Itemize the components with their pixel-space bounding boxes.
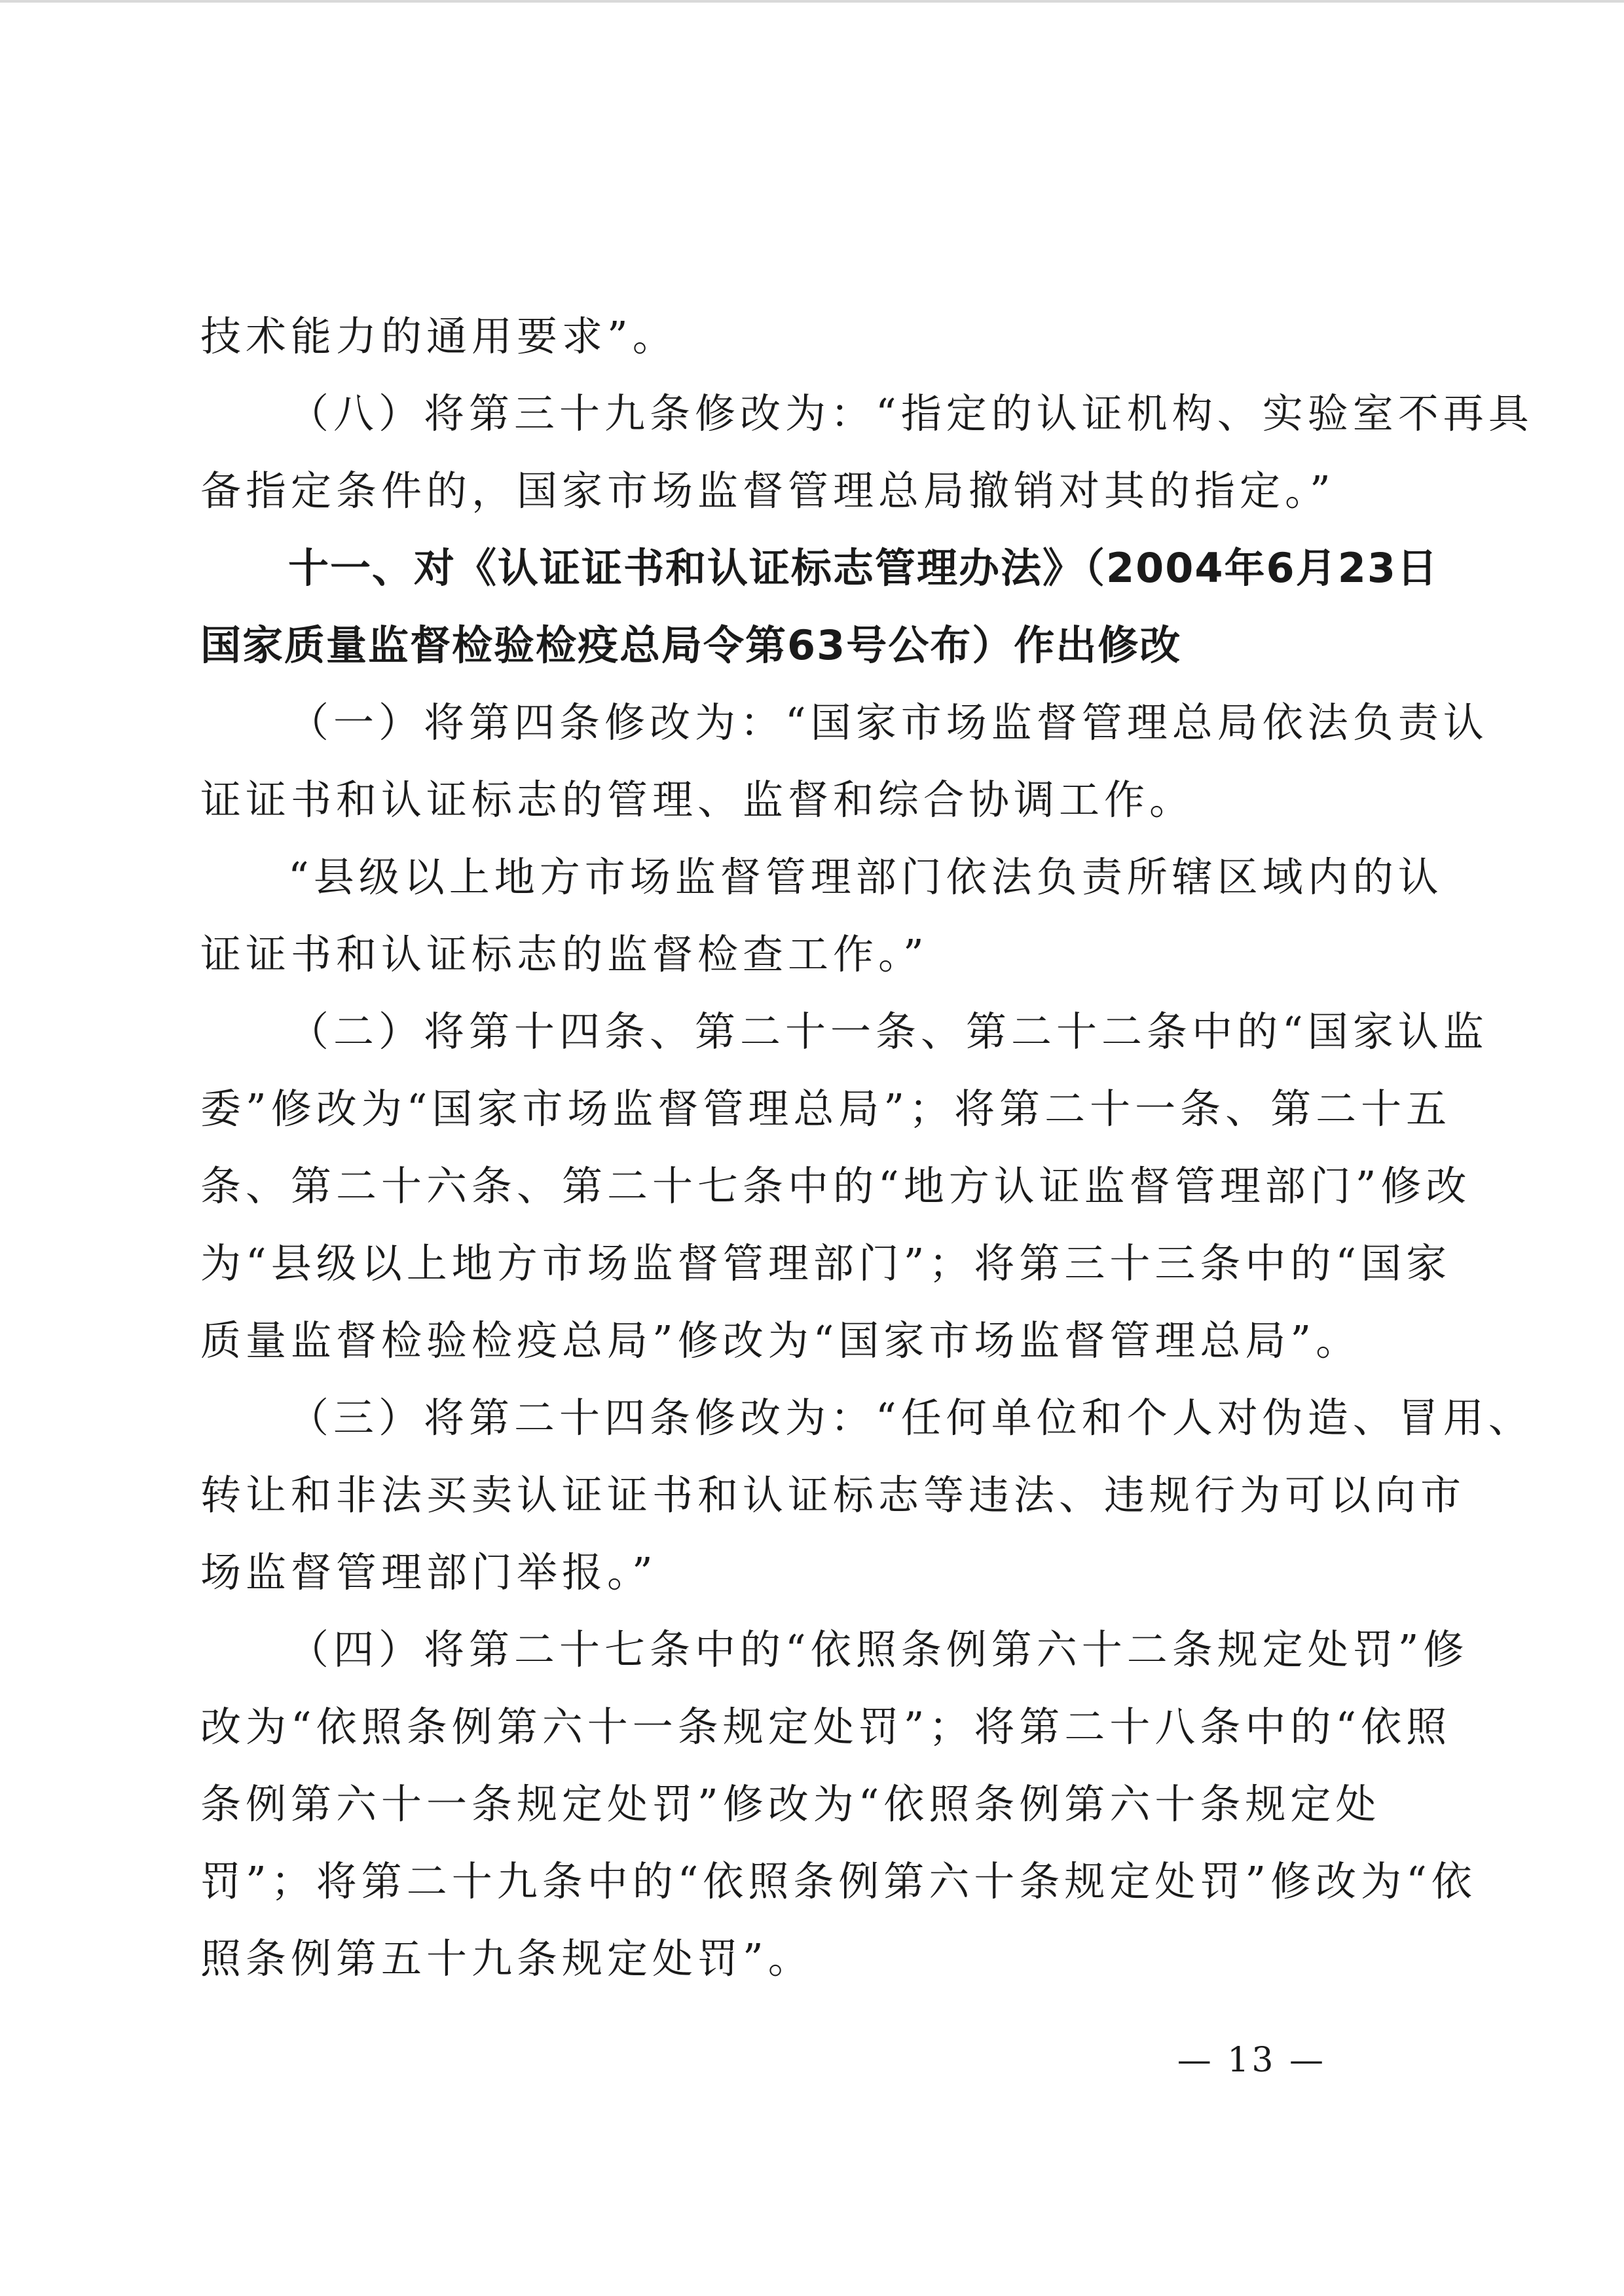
paragraph-line: 证证书和认证标志的监督检查工作。” [200,930,929,978]
paragraph-line: （一）将第四条修改为：“国家市场监督管理总局依法负责认 [288,699,1488,746]
paragraph-line: 条例第六十一条规定处罚”修改为“依照条例第六十条规定处 [200,1780,1381,1828]
paragraph-line: 质量监督检验检疫总局”修改为“国家市场监督管理总局”。 [200,1317,1361,1364]
paragraph-line: 照条例第五十九条规定处罚”。 [200,1935,813,1982]
paragraph-line: 转让和非法买卖认证证书和认证标志等违法、违规行为可以向市 [200,1471,1466,1519]
paragraph-line: 改为“依照条例第六十一条规定处罚”；将第二十八条中的“依照 [200,1703,1452,1751]
paragraph-line: （八）将第三十九条修改为：“指定的认证机构、实验室不再具 [288,390,1534,437]
scan-edge-rule [0,0,1624,3]
section-heading-line: 国家质量监督检验检疫总局令第63号公布）作出修改 [200,621,1182,669]
paragraph-line: 备指定条件的，国家市场监督管理总局撤销对其的指定。” [200,467,1335,515]
paragraph-line: 为“县级以上地方市场监督管理部门”；将第三十三条中的“国家 [200,1239,1452,1287]
paragraph-line: 技术能力的通用要求”。 [200,312,678,360]
paragraph-line: 条、第二十六条、第二十七条中的“地方认证监督管理部门”修改 [200,1162,1471,1210]
page-number: — 13 — [1177,2041,1326,2080]
paragraph-line: 场监督管理部门举报。” [200,1548,657,1596]
section-heading-line: 十一、对《认证证书和认证标志管理办法》（2004年6月23日 [288,544,1439,592]
paragraph-line: （二）将第十四条、第二十一条、第二十二条中的“国家认监 [288,1008,1488,1055]
paragraph-line: （三）将第二十四条修改为：“任何单位和个人对伪造、冒用、 [288,1394,1534,1442]
paragraph-line: 证证书和认证标志的管理、监督和综合协调工作。 [200,776,1195,824]
paragraph-line: （四）将第二十七条中的“依照条例第六十二条规定处罚”修 [288,1626,1469,1673]
paragraph-line: 委”修改为“国家市场监督管理总局”；将第二十一条、第二十五 [200,1085,1452,1133]
body-text [200,298,1534,1997]
paragraph-line: 罚”；将第二十九条中的“依照条例第六十条规定处罚”修改为“依 [200,1857,1477,1905]
paragraph-line: “县级以上地方市场监督管理部门依法负责所辖区域内的认 [288,853,1443,901]
